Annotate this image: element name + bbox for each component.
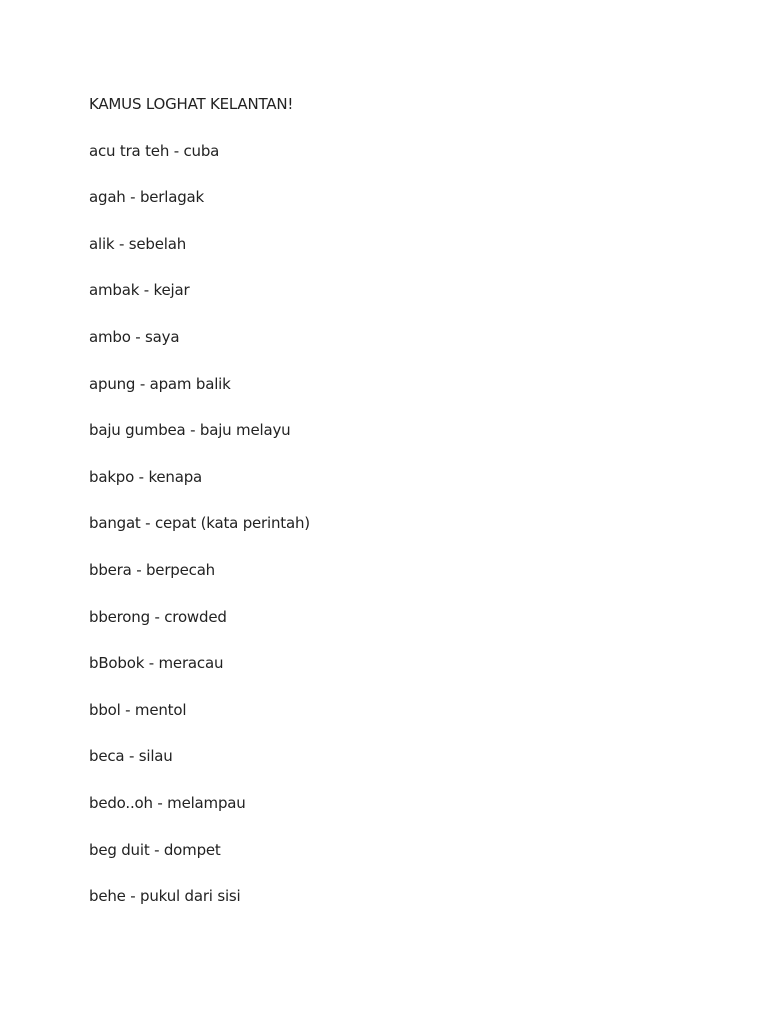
list-item: alik - sebelah bbox=[89, 234, 187, 253]
document-title: KAMUS LOGHAT KELANTAN! bbox=[89, 95, 294, 113]
list-item: bangat - cepat (kata perintah) bbox=[89, 514, 310, 533]
list-item: baju gumbea - baju melayu bbox=[89, 421, 291, 440]
list-item: behe - pukul dari sisi bbox=[89, 887, 241, 906]
list-item: ambak - kejar bbox=[89, 281, 190, 300]
list-item: bBobok - meracau bbox=[89, 654, 224, 673]
list-item: apung - apam balik bbox=[89, 374, 231, 393]
list-item: acu tra teh - cuba bbox=[89, 141, 220, 160]
list-item: beg duit - dompet bbox=[89, 840, 221, 859]
list-item: bedo..oh - melampau bbox=[89, 793, 246, 812]
list-item: bakpo - kenapa bbox=[89, 467, 203, 486]
list-item: ambo - saya bbox=[89, 327, 180, 346]
document-body bbox=[89, 94, 728, 933]
list-item: bberong - crowded bbox=[89, 607, 227, 626]
list-item: beca - silau bbox=[89, 747, 173, 766]
list-item: agah - berlagak bbox=[89, 188, 205, 207]
list-item: bbera - berpecah bbox=[89, 560, 215, 579]
list-item: bbol - mentol bbox=[89, 700, 187, 719]
